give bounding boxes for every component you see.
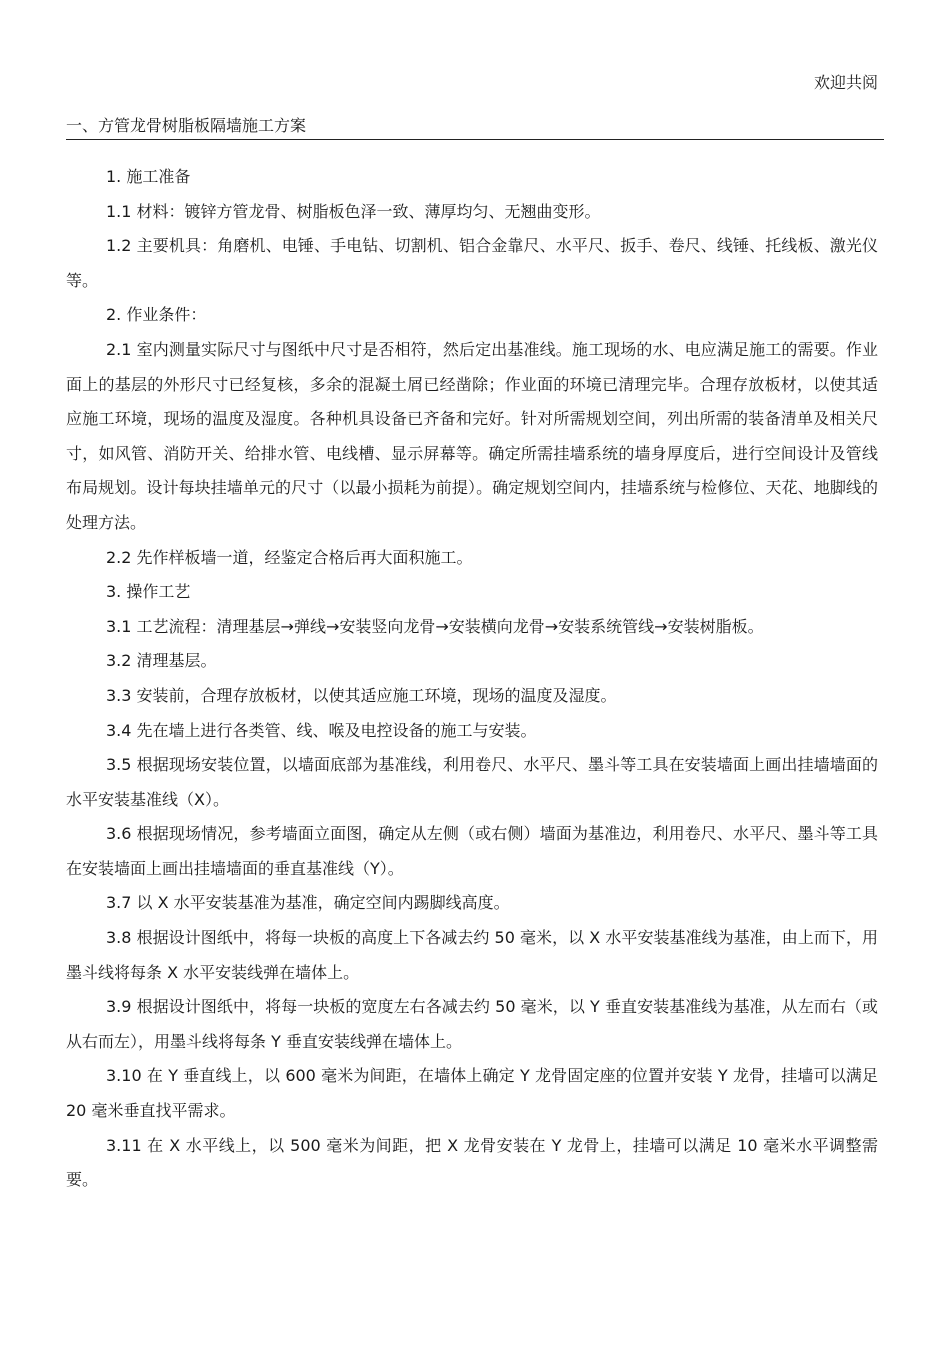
paragraph: 3.7 以 X 水平安装基准为基准，确定空间内踢脚线高度。	[106, 893, 510, 913]
paragraph: 3.1 工艺流程：清理基层→弹线→安装竖向龙骨→安装横向龙骨→安装系统管线→安装树脂板。	[106, 616, 764, 636]
paragraph: 1.2 主要机具：角磨机、电锤、手电钻、切割机、铝合金靠尺、水平尺、扳手、卷尺、线锤、托线板、激光仪等。	[66, 236, 878, 290]
document-title: 一、方管龙骨树脂板隔墙施工方案	[66, 113, 884, 140]
paragraph: 3.3 安装前，合理存放板材，以使其适应施工环境，现场的温度及湿度。	[106, 685, 617, 705]
section-heading: 2. 作业条件：	[106, 305, 207, 325]
paragraph: 3.8 根据设计图纸中，将每一块板的高度上下各减去约 50 毫米，以 X 水平安装基准线为基准，由上而下，用墨斗线将每条 X 水平安装线弹在墙体上。	[66, 928, 878, 982]
paragraph: 1.1 材料：镀锌方管龙骨、树脂板色泽一致、薄厚均匀、无翘曲变形。	[106, 201, 601, 221]
section-heading: 3. 操作工艺	[106, 582, 191, 602]
header-note: 欢迎共阅	[813, 73, 878, 92]
section-heading: 1. 施工准备	[106, 167, 191, 186]
paragraph: 3.4 先在墙上进行各类管、线、喉及电控设备的施工与安装。	[106, 720, 537, 740]
paragraph: 3.11 在 X 水平线上，以 500 毫米为间距，把 X 龙骨安装在 Y 龙骨上，挂墙可以满足 10 毫米水平调整需要。	[66, 1135, 878, 1190]
paragraph: 3.9 根据设计图纸中，将每一块板的宽度左右各减去约 50 毫米，以 Y 垂直安装基准线为基准，从左而右（或从右而左），用墨斗线将每条 Y 垂直安装线弹在墙体上。	[66, 997, 878, 1051]
paragraph: 3.2 清理基层。	[106, 651, 217, 671]
document-body	[66, 160, 878, 1198]
paragraph: 3.10 在 Y 垂直线上，以 600 毫米为间距，在墙体上确定 Y 龙骨固定座的位置并安装 Y 龙骨，挂墙可以满足 20 毫米垂直找平需求。	[66, 1066, 878, 1121]
paragraph: 2.1 室内测量实际尺寸与图纸中尺寸是否相符，然后定出基准线。施工现场的水、电应满足施工的需要。作业面上的基层的外形尺寸已经复核，多余的混凝土屑已经凿除；作业面的环境已清理完毕。合理存放板材，以使其适应施工环境，现场的温度及湿度。各种机具设备已齐备和完好。针对所需规划空间，列出所需的装备清单及相关尺寸，如风管、消防开关、给排水管、电线槽、显示屏幕等。确定所需挂墙系统的墙身厚度后，进行空间设计及管线布局规划。设计每块挂墙单元的尺寸（以最小损耗为前提）。确定规划空间内，挂墙系统与检修位、天花、地脚线的处理方法。	[66, 339, 878, 532]
paragraph: 3.5 根据现场安装位置，以墙面底部为基准线，利用卷尺、水平尺、墨斗等工具在安装墙面上画出挂墙墙面的水平安装基准线（X）。	[66, 755, 878, 809]
paragraph: 2.2 先作样板墙一道，经鉴定合格后再大面积施工。	[106, 547, 473, 567]
paragraph: 3.6 根据现场情况，参考墙面立面图，确定从左侧（或右侧）墙面为基准边，利用卷尺、水平尺、墨斗等工具在安装墙面上画出挂墙墙面的垂直基准线（Y）。	[66, 824, 878, 878]
